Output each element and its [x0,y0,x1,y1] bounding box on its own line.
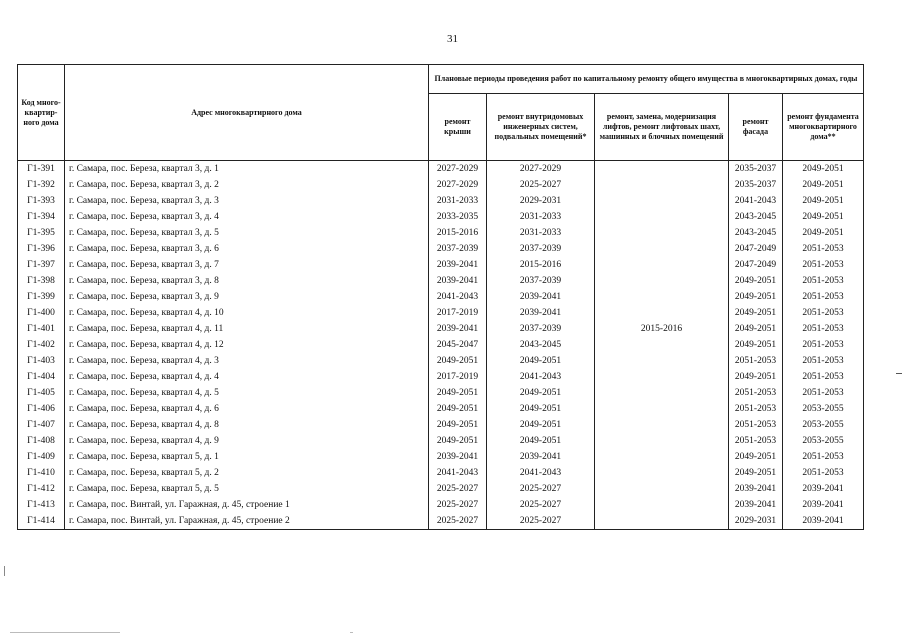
table-row [18,337,864,353]
table-row [18,385,864,401]
cell-address: г. Самара, пос. Береза, квартал 3, д. 7 [65,257,429,273]
cell-address: г. Самара, пос. Береза, квартал 4, д. 3 [65,353,429,369]
cell-facade: 2035-2037 [729,177,783,193]
cell-lifts [595,305,729,321]
table-row [18,417,864,433]
cell-facade: 2051-2053 [729,401,783,417]
cell-address: г. Самара, пос. Береза, квартал 5, д. 1 [65,449,429,465]
cell-address: г. Самара, пос. Береза, квартал 4, д. 4 [65,369,429,385]
cell-lifts [595,289,729,305]
cell-address: г. Самара, пос. Береза, квартал 3, д. 9 [65,289,429,305]
cell-roof: 2015-2016 [429,225,487,241]
cell-lifts: 2015-2016 [595,321,729,337]
table-row [18,257,864,273]
cell-address: г. Самара, пос. Винтай, ул. Гаражная, д. 45, строение 1 [65,497,429,513]
cell-foundation: 2039-2041 [783,513,864,530]
cell-facade: 2047-2049 [729,241,783,257]
table-row [18,497,864,513]
page-number: 31 [447,33,458,45]
cell-foundation: 2049-2051 [783,177,864,193]
table-row [18,177,864,193]
header-facade: ремонт фасада [729,94,783,161]
cell-foundation: 2053-2055 [783,417,864,433]
cell-address: г. Самара, пос. Береза, квартал 4, д. 5 [65,385,429,401]
cell-foundation: 2049-2051 [783,193,864,209]
cell-systems: 2025-2027 [487,497,595,513]
cell-roof: 2041-2043 [429,289,487,305]
cell-code: Г1-391 [18,161,65,178]
cell-facade: 2049-2051 [729,321,783,337]
cell-address: г. Самара, пос. Береза, квартал 3, д. 6 [65,241,429,257]
cell-code: Г1-392 [18,177,65,193]
table-row [18,513,864,530]
cell-lifts [595,161,729,178]
cell-foundation: 2039-2041 [783,497,864,513]
cell-systems: 2037-2039 [487,273,595,289]
table-row [18,305,864,321]
cell-code: Г1-404 [18,369,65,385]
cell-systems: 2025-2027 [487,177,595,193]
cell-address: г. Самара, пос. Береза, квартал 3, д. 2 [65,177,429,193]
cell-lifts [595,513,729,530]
repair-schedule-table [17,64,864,530]
cell-roof: 2039-2041 [429,321,487,337]
table-body [18,161,864,530]
cell-roof: 2049-2051 [429,401,487,417]
cell-systems: 2031-2033 [487,209,595,225]
cell-code: Г1-402 [18,337,65,353]
cell-lifts [595,353,729,369]
cell-foundation: 2049-2051 [783,225,864,241]
cell-facade: 2051-2053 [729,385,783,401]
table-row [18,289,864,305]
cell-code: Г1-395 [18,225,65,241]
cell-address: г. Самара, пос. Береза, квартал 4, д. 12 [65,337,429,353]
cell-facade: 2049-2051 [729,449,783,465]
cell-systems: 2037-2039 [487,321,595,337]
cell-address: г. Самара, пос. Береза, квартал 4, д. 10 [65,305,429,321]
cell-systems: 2049-2051 [487,401,595,417]
cell-lifts [595,369,729,385]
cell-facade: 2043-2045 [729,209,783,225]
cell-lifts [595,401,729,417]
cell-systems: 2041-2043 [487,465,595,481]
cell-roof: 2017-2019 [429,369,487,385]
cell-address: г. Самара, пос. Береза, квартал 4, д. 8 [65,417,429,433]
cell-foundation: 2051-2053 [783,273,864,289]
cell-lifts [595,241,729,257]
cell-roof: 2049-2051 [429,433,487,449]
header-code: Код много-квартир-ного дома [18,65,65,161]
cell-systems: 2049-2051 [487,385,595,401]
cell-foundation: 2051-2053 [783,337,864,353]
table-row [18,449,864,465]
cell-lifts [595,481,729,497]
cell-code: Г1-393 [18,193,65,209]
cell-roof: 2025-2027 [429,497,487,513]
cell-address: г. Самара, пос. Береза, квартал 3, д. 4 [65,209,429,225]
cell-code: Г1-413 [18,497,65,513]
cell-address: г. Самара, пос. Береза, квартал 3, д. 5 [65,225,429,241]
cell-code: Г1-400 [18,305,65,321]
cell-foundation: 2049-2051 [783,161,864,178]
cell-roof: 2039-2041 [429,273,487,289]
cell-roof: 2039-2041 [429,449,487,465]
cell-foundation: 2053-2055 [783,401,864,417]
table-row [18,193,864,209]
cell-address: г. Самара, пос. Береза, квартал 4, д. 6 [65,401,429,417]
margin-mark [896,373,902,374]
cell-address: г. Самара, пос. Береза, квартал 4, д. 11 [65,321,429,337]
cell-lifts [595,209,729,225]
cell-facade: 2035-2037 [729,161,783,178]
cell-code: Г1-414 [18,513,65,530]
cell-roof: 2045-2047 [429,337,487,353]
cell-lifts [595,433,729,449]
header-systems: ремонт внутридомовых инженерных систем, подвальных помещений* [487,94,595,161]
cell-lifts [595,337,729,353]
cell-code: Г1-401 [18,321,65,337]
cell-systems: 2031-2033 [487,225,595,241]
cell-foundation: 2051-2053 [783,369,864,385]
cell-address: г. Самара, пос. Береза, квартал 4, д. 9 [65,433,429,449]
cell-systems: 2037-2039 [487,241,595,257]
cell-address: г. Самара, пос. Береза, квартал 3, д. 3 [65,193,429,209]
footer-rule [10,632,120,633]
cell-code: Г1-409 [18,449,65,465]
header-roof: ремонт крыши [429,94,487,161]
table-row [18,225,864,241]
cell-roof: 2025-2027 [429,481,487,497]
cell-code: Г1-394 [18,209,65,225]
cell-roof: 2027-2029 [429,161,487,178]
cell-address: г. Самара, пос. Винтай, ул. Гаражная, д. 45, строение 2 [65,513,429,530]
cell-roof: 2041-2043 [429,465,487,481]
cell-systems: 2027-2029 [487,161,595,178]
cell-systems: 2039-2041 [487,449,595,465]
cell-roof: 2025-2027 [429,513,487,530]
cell-facade: 2051-2053 [729,353,783,369]
table-row [18,241,864,257]
cell-systems: 2029-2031 [487,193,595,209]
table-row [18,369,864,385]
header-foundation: ремонт фундамента многоквартирного дома** [783,94,864,161]
cell-facade: 2049-2051 [729,305,783,321]
table-row [18,209,864,225]
cell-code: Г1-406 [18,401,65,417]
cell-foundation: 2051-2053 [783,241,864,257]
cell-code: Г1-405 [18,385,65,401]
cell-facade: 2043-2045 [729,225,783,241]
cell-address: г. Самара, пос. Береза, квартал 3, д. 1 [65,161,429,178]
table-row [18,161,864,178]
cell-facade: 2039-2041 [729,481,783,497]
table-row [18,433,864,449]
cell-lifts [595,417,729,433]
cell-systems: 2049-2051 [487,433,595,449]
cell-foundation: 2051-2053 [783,353,864,369]
cell-lifts [595,257,729,273]
cell-facade: 2049-2051 [729,273,783,289]
cell-systems: 2025-2027 [487,481,595,497]
cell-systems: 2025-2027 [487,513,595,530]
cell-lifts [595,177,729,193]
cell-code: Г1-407 [18,417,65,433]
cell-systems: 2039-2041 [487,305,595,321]
cell-roof: 2049-2051 [429,417,487,433]
cell-facade: 2039-2041 [729,497,783,513]
cell-roof: 2027-2029 [429,177,487,193]
header-lifts: ремонт, замена, модернизация лифтов, ремонт лифтовых шахт, машинных и блочных помещений [595,94,729,161]
cell-facade: 2049-2051 [729,289,783,305]
cell-facade: 2047-2049 [729,257,783,273]
cell-roof: 2017-2019 [429,305,487,321]
cell-facade: 2041-2043 [729,193,783,209]
cell-address: г. Самара, пос. Береза, квартал 3, д. 8 [65,273,429,289]
cell-systems: 2049-2051 [487,353,595,369]
cell-foundation: 2051-2053 [783,289,864,305]
cell-lifts [595,273,729,289]
cell-systems: 2043-2045 [487,337,595,353]
corner-mark [4,566,8,576]
cell-code: Г1-412 [18,481,65,497]
cell-code: Г1-408 [18,433,65,449]
table-row [18,465,864,481]
cell-address: г. Самара, пос. Береза, квартал 5, д. 5 [65,481,429,497]
cell-foundation: 2051-2053 [783,305,864,321]
cell-code: Г1-398 [18,273,65,289]
cell-systems: 2041-2043 [487,369,595,385]
cell-roof: 2049-2051 [429,385,487,401]
cell-facade: 2049-2051 [729,369,783,385]
cell-roof: 2039-2041 [429,257,487,273]
cell-code: Г1-410 [18,465,65,481]
cell-foundation: 2051-2053 [783,321,864,337]
cell-lifts [595,385,729,401]
cell-foundation: 2051-2053 [783,449,864,465]
table-row [18,273,864,289]
cell-foundation: 2053-2055 [783,433,864,449]
cell-facade: 2029-2031 [729,513,783,530]
table-row [18,353,864,369]
cell-foundation: 2051-2053 [783,257,864,273]
header-address: Адрес многоквартирного дома [65,65,429,161]
cell-address: г. Самара, пос. Береза, квартал 5, д. 2 [65,465,429,481]
cell-lifts [595,193,729,209]
cell-lifts [595,497,729,513]
cell-code: Г1-396 [18,241,65,257]
cell-systems: 2049-2051 [487,417,595,433]
cell-lifts [595,465,729,481]
cell-facade: 2051-2053 [729,417,783,433]
table-row [18,321,864,337]
table-row [18,481,864,497]
cell-foundation: 2051-2053 [783,385,864,401]
cell-lifts [595,225,729,241]
cell-foundation: 2039-2041 [783,481,864,497]
cell-roof: 2031-2033 [429,193,487,209]
cell-roof: 2033-2035 [429,209,487,225]
cell-facade: 2049-2051 [729,465,783,481]
cell-code: Г1-397 [18,257,65,273]
cell-foundation: 2049-2051 [783,209,864,225]
cell-foundation: 2051-2053 [783,465,864,481]
cell-facade: 2049-2051 [729,337,783,353]
header-periods-group: Плановые периоды проведения работ по капитальному ремонту общего имущества в многоквартирных домах, годы [429,65,864,94]
table-header [18,65,864,161]
cell-roof: 2037-2039 [429,241,487,257]
table-row [18,401,864,417]
cell-facade: 2051-2053 [729,433,783,449]
cell-roof: 2049-2051 [429,353,487,369]
cell-lifts [595,449,729,465]
cell-code: Г1-399 [18,289,65,305]
cell-code: Г1-403 [18,353,65,369]
cell-systems: 2039-2041 [487,289,595,305]
cell-systems: 2015-2016 [487,257,595,273]
footer-dot [350,632,353,633]
